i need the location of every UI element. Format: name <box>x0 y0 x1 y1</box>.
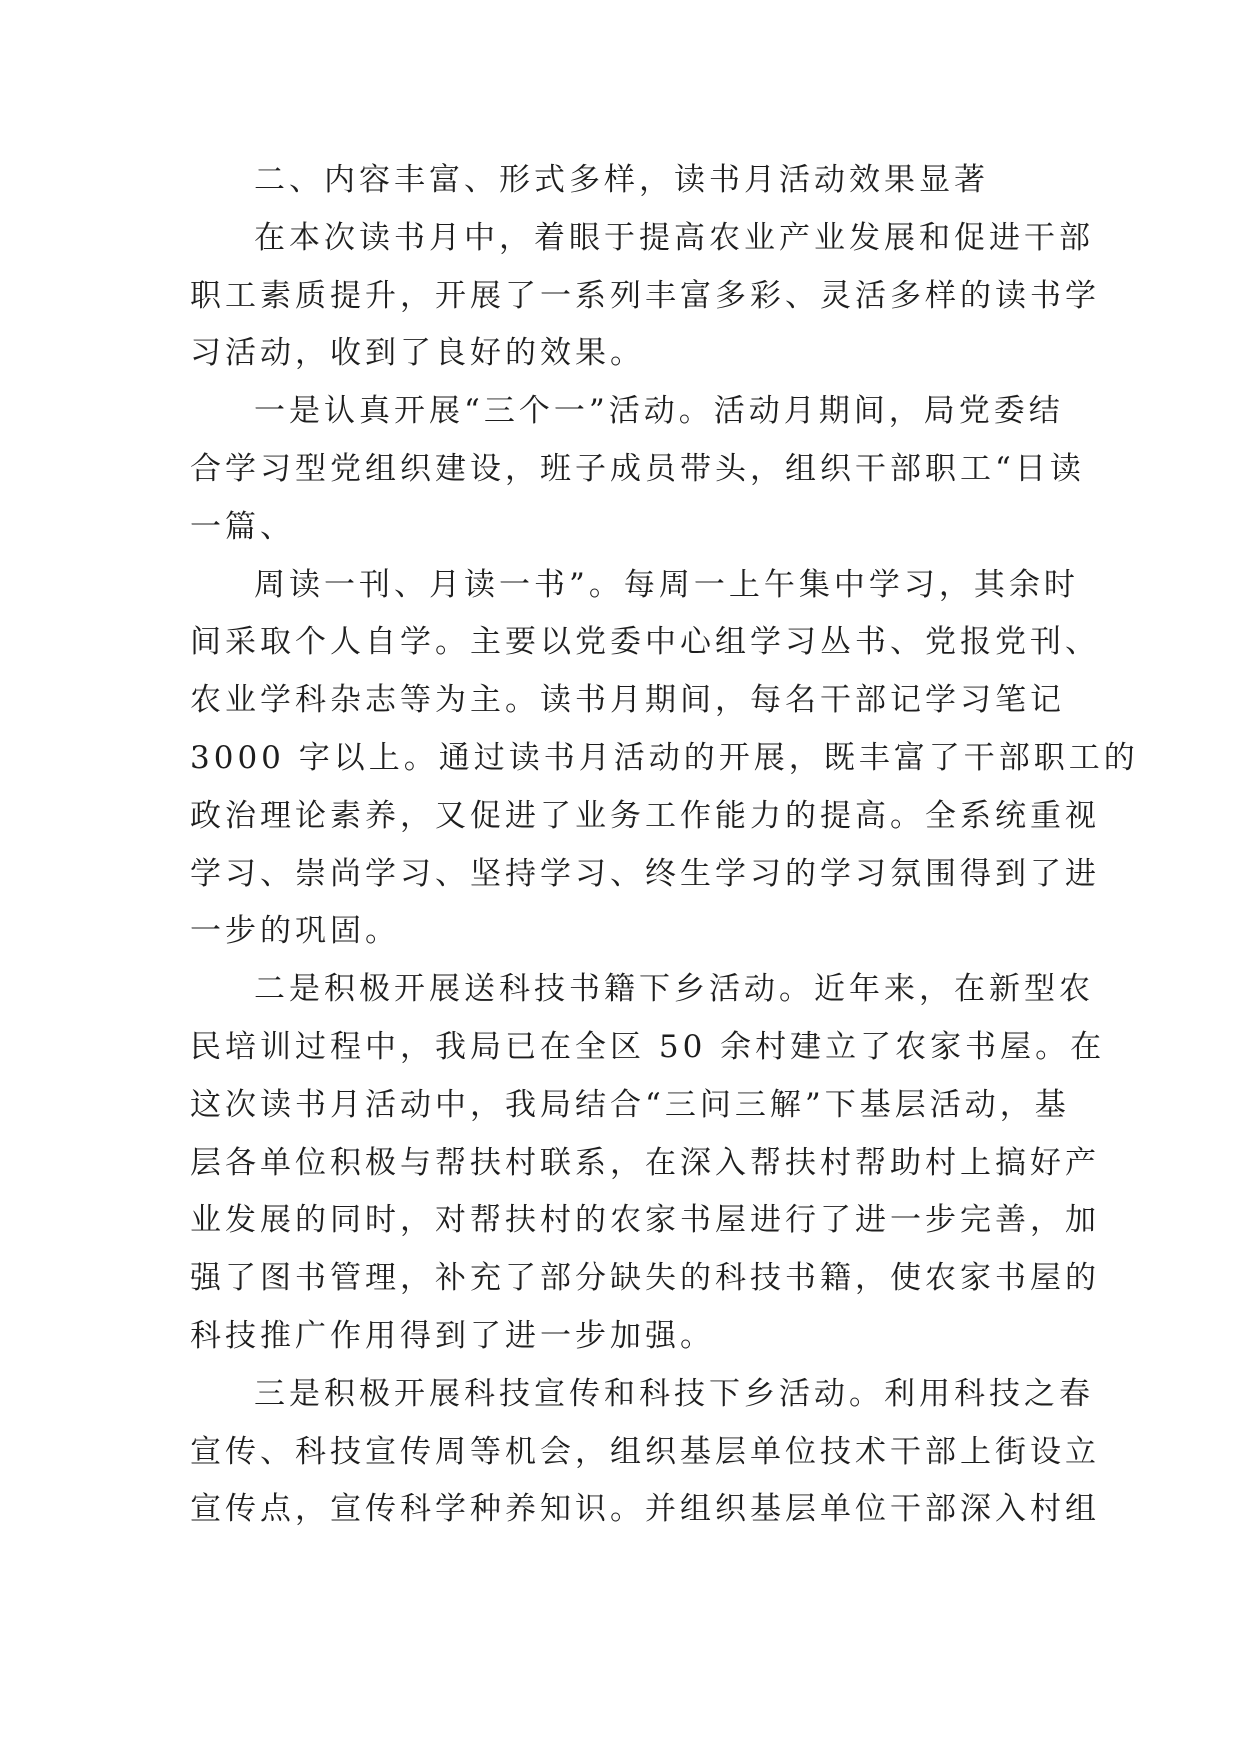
text-line: 政治理论素养，又促进了业务工作能力的提高。全系统重视 <box>190 797 1100 834</box>
text-line: 周读一刊、月读一书”。每周一上午集中学习，其余时 <box>254 566 1079 603</box>
text-line: 层各单位积极与帮扶村联系，在深入帮扶村帮助村上搞好产 <box>190 1144 1100 1181</box>
text-line: 宣传、科技宣传周等机会，组织基层单位技术干部上街设立 <box>190 1433 1100 1470</box>
text-line: 二是积极开展送科技书籍下乡活动。近年来，在新型农 <box>254 971 1094 1008</box>
text-line: 一篇、 <box>190 508 295 545</box>
text-line: 科技推广作用得到了进一步加强。 <box>190 1317 715 1354</box>
text-line: 宣传点，宣传科学种养知识。并组织基层单位干部深入村组 <box>190 1491 1100 1528</box>
text-line: 间采取个人自学。主要以党委中心组学习丛书、党报党刊、 <box>190 624 1100 661</box>
body-text <box>190 152 1139 1539</box>
text-line: 一步的巩固。 <box>190 913 400 950</box>
text-line: 习活动，收到了良好的效果。 <box>190 335 645 372</box>
text-line: 一是认真开展“三个一”活动。活动月期间，局党委结 <box>254 393 1064 430</box>
text-line: 3000 字以上。通过读书月活动的开展，既丰富了干部职工的 <box>190 739 1139 776</box>
text-line: 学习、崇尚学习、坚持学习、终生学习的学习氛围得到了进 <box>190 855 1100 892</box>
text-line: 在本次读书月中，着眼于提高农业产业发展和促进干部 <box>254 219 1094 256</box>
text-line: 强了图书管理，补充了部分缺失的科技书籍，使农家书屋的 <box>190 1260 1100 1297</box>
text-line: 职工素质提升，开展了一系列丰富多彩、灵活多样的读书学 <box>190 277 1100 314</box>
text-line: 三是积极开展科技宣传和科技下乡活动。利用科技之春 <box>254 1375 1094 1412</box>
text-line: 农业学科杂志等为主。读书月期间，每名干部记学习笔记 <box>190 682 1065 719</box>
text-line: 业发展的同时，对帮扶村的农家书屋进行了进一步完善，加 <box>190 1202 1100 1239</box>
text-line: 这次读书月活动中，我局结合“三问三解”下基层活动，基 <box>190 1086 1070 1123</box>
text-line: 合学习型党组织建设，班子成员带头，组织干部职工“日读 <box>190 450 1085 487</box>
text-line: 民培训过程中，我局已在全区 50 余村建立了农家书屋。在 <box>190 1028 1106 1065</box>
text-line: 二、内容丰富、形式多样，读书月活动效果显著 <box>254 162 989 198</box>
